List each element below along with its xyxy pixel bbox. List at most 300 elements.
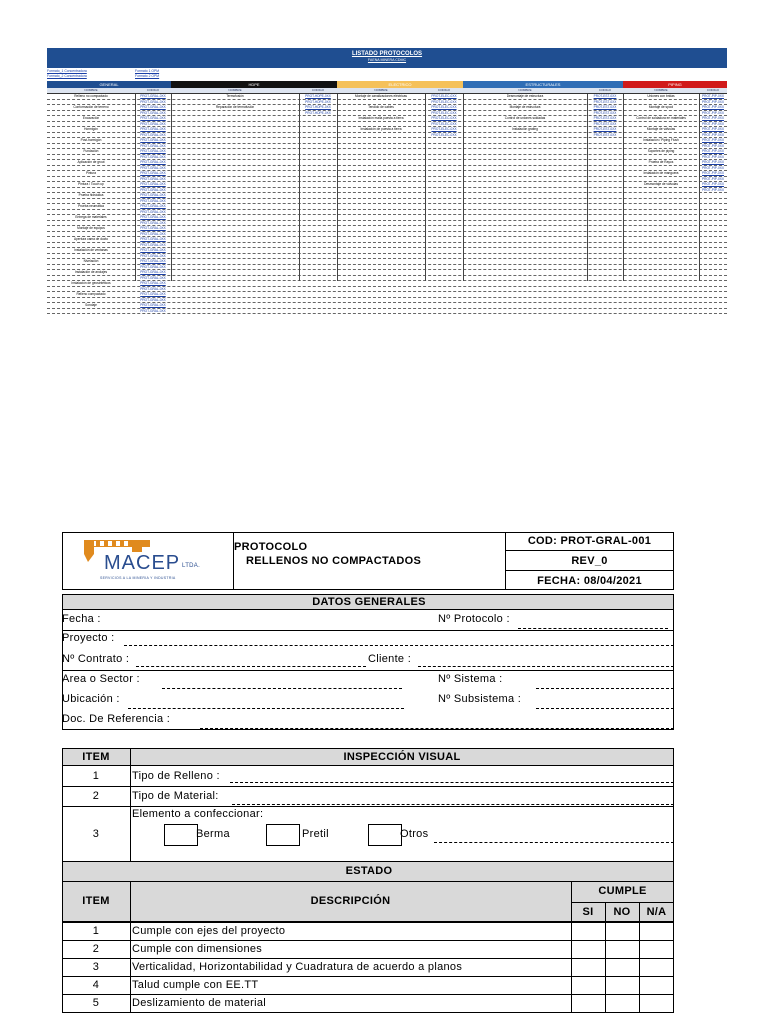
column-header: CODIGO <box>311 88 325 92</box>
inspeccion-header-label: INSPECCIÓN VISUAL <box>343 751 461 763</box>
protocolo-input-line[interactable] <box>518 628 668 629</box>
list-code-cell <box>299 226 337 231</box>
protocol-list-sheet <box>47 48 727 313</box>
list-name-cell: Pintura / Touch up <box>78 182 104 186</box>
list-name-cell <box>463 265 587 270</box>
cumple-si-cell[interactable] <box>571 994 605 1012</box>
otros-checkbox[interactable] <box>368 824 402 846</box>
list-code-cell[interactable]: PROT-GRAL-0XX <box>140 270 166 274</box>
list-name-cell <box>337 149 425 154</box>
format-link[interactable]: Formato_1 Concentradora <box>47 69 87 73</box>
list-code-cell <box>425 210 463 215</box>
list-name-cell <box>47 177 135 182</box>
list-code-cell <box>699 226 727 231</box>
list-title[interactable]: LISTADO PROTOCOLOS <box>351 51 423 57</box>
column-header: CODIGO <box>437 88 451 92</box>
berma-label: Berma <box>196 828 230 840</box>
format-link[interactable]: Formato_2 Concentradora <box>47 74 87 78</box>
list-name-cell <box>171 232 299 237</box>
list-code-cell <box>425 270 463 275</box>
form-subtitle: RELLENOS NO COMPACTADOS <box>246 555 422 567</box>
list-name-cell <box>171 270 299 275</box>
list-code-cell[interactable]: PROT-HDPE-0XX <box>305 99 331 104</box>
estado-item-description: Talud cumple con EE.TT <box>132 979 259 991</box>
list-code-cell[interactable]: PROT-ELEC-0XX <box>431 127 457 131</box>
list-name-cell <box>47 254 135 259</box>
list-code-cell[interactable]: PROT-PIP-0XX <box>702 171 724 175</box>
list-name-cell <box>171 116 299 121</box>
list-name-cell <box>623 144 699 149</box>
list-name-cell: Hormigón <box>84 127 98 131</box>
list-code-cell[interactable]: PROT-EST-0XX <box>593 94 617 98</box>
list-code-cell[interactable]: PROT-EST-0XX <box>593 110 617 115</box>
list-name-cell <box>171 160 299 165</box>
list-code-cell <box>699 237 727 242</box>
list-code-cell <box>587 292 623 297</box>
list-code-cell[interactable]: PROT-GRAL-0XX <box>140 171 166 175</box>
cumple-si-cell[interactable] <box>571 976 605 994</box>
list-name-cell: Montaje de estructura <box>509 105 541 109</box>
list-name-cell <box>463 215 587 220</box>
list-code-cell <box>699 215 727 220</box>
list-name-cell <box>171 259 299 264</box>
list-code-cell[interactable]: PROT-GRAL-0XX <box>140 209 166 214</box>
list-code-cell[interactable]: PROT-GRAL-0XX <box>140 231 166 236</box>
list-code-cell[interactable]: PROT-GRAL-0XX <box>140 138 166 142</box>
list-name-cell <box>623 270 699 275</box>
list-name-cell <box>47 243 135 248</box>
list-code-cell <box>299 276 337 281</box>
cumple-si-cell[interactable] <box>571 958 605 976</box>
list-name-cell <box>337 281 425 286</box>
list-name-cell <box>171 292 299 297</box>
list-name-cell: Aplicación de grout <box>77 160 105 164</box>
list-code-cell[interactable]: PROT-ELEC-0XX <box>431 116 457 120</box>
list-name-cell <box>463 248 587 253</box>
list-name-cell <box>47 155 135 160</box>
list-code-cell <box>587 254 623 259</box>
list-name-cell <box>171 243 299 248</box>
list-name-cell: Control de uniones soldadas <box>504 116 546 120</box>
cumple-no-cell[interactable] <box>605 976 639 994</box>
list-name-cell: Relleno no compactado <box>74 94 108 98</box>
list-name-cell <box>171 182 299 187</box>
list-code-cell[interactable]: PROT-GRAL-0XX <box>140 303 166 307</box>
list-code-cell <box>299 303 337 308</box>
list-name-cell <box>171 298 299 303</box>
document-revision: REV_0 <box>571 555 608 567</box>
list-code-cell[interactable]: PROT-GRAL-0XX <box>140 110 166 115</box>
list-code-cell <box>587 144 623 149</box>
list-code-cell <box>425 265 463 270</box>
logo-tagline: SERVICIOS A LA MINERIA Y INDUSTRIA <box>100 576 176 580</box>
list-code-cell <box>299 149 337 154</box>
list-code-cell[interactable]: PROT-PIP-0XX <box>702 132 724 137</box>
list-name-cell <box>463 100 587 105</box>
list-name-cell <box>463 122 587 127</box>
list-code-cell[interactable]: PROT-GRAL-0XX <box>140 264 166 269</box>
list-name-cell <box>337 276 425 281</box>
list-code-cell <box>299 204 337 209</box>
list-name-cell <box>623 188 699 193</box>
list-code-cell[interactable]: PROT-PIP-0XX <box>702 143 724 148</box>
list-code-cell[interactable]: PROT-GRAL-0XX <box>140 193 166 197</box>
list-name-cell <box>171 226 299 231</box>
list-code-cell[interactable]: PROT-GRAL-0XX <box>140 99 166 104</box>
list-code-cell <box>425 237 463 242</box>
list-name-cell <box>171 111 299 116</box>
list-code-cell[interactable]: PROT-PIP-0XX <box>702 165 724 170</box>
column-divider <box>299 94 300 281</box>
subsistema-label: Nº Subsistema : <box>438 693 522 705</box>
list-code-cell[interactable]: PROT-PIP-0XX <box>702 127 724 131</box>
list-name-cell: Prueba hidráulica <box>78 193 104 197</box>
list-name-cell <box>171 221 299 226</box>
list-code-cell[interactable]: PROT-GRAL-0XX <box>140 215 166 219</box>
list-code-cell <box>299 243 337 248</box>
list-name-cell <box>337 193 425 198</box>
cliente-input-line[interactable] <box>418 666 674 667</box>
list-code-cell[interactable]: PROT-ELEC-0XX <box>431 121 457 126</box>
list-code-cell <box>587 199 623 204</box>
list-name-cell <box>337 226 425 231</box>
list-code-cell[interactable]: PROT-GRAL-0XX <box>140 187 166 192</box>
list-name-cell <box>463 193 587 198</box>
list-code-cell[interactable]: PROT-GRAL-0XX <box>140 242 166 247</box>
list-name-cell <box>337 144 425 149</box>
cumple-no-cell[interactable] <box>605 958 639 976</box>
cumple-na-cell[interactable] <box>639 922 674 940</box>
list-name-cell: Tendido de cables <box>368 105 394 109</box>
list-code-cell[interactable]: PROT-EST-0XX <box>593 127 617 131</box>
list-name-cell <box>463 226 587 231</box>
list-name-cell <box>463 160 587 165</box>
list-name-cell: Apertura cama de ducto <box>73 237 109 241</box>
list-name-cell <box>337 265 425 270</box>
protocolo-label: Nº Protocolo : <box>438 613 510 625</box>
list-code-cell[interactable]: PROT-ELEC-0XX <box>431 105 457 109</box>
list-name-cell: Montaje de canalizaciones eléctricas <box>355 94 407 98</box>
list-name-cell <box>47 144 135 149</box>
berma-checkbox[interactable] <box>164 824 198 846</box>
cumple-na-cell[interactable] <box>639 976 674 994</box>
estado-item-description: Cumple con ejes del proyecto <box>132 925 286 937</box>
list-code-cell <box>299 122 337 127</box>
list-code-cell[interactable]: PROT-HDPE-0XX <box>305 94 331 98</box>
list-name-cell <box>47 309 135 314</box>
list-code-cell[interactable]: PROT-HDPE-0XX <box>305 105 331 109</box>
list-name-cell <box>171 281 299 286</box>
list-code-cell[interactable]: PROT-GRAL-0XX <box>140 127 166 131</box>
otros-input-line[interactable] <box>434 842 674 843</box>
list-name-cell <box>171 188 299 193</box>
column-header: NOMBRE <box>654 88 668 92</box>
list-name-cell <box>463 287 587 292</box>
list-code-cell[interactable]: PROT-GRAL-0XX <box>140 176 166 181</box>
list-code-cell <box>699 204 727 209</box>
list-code-cell <box>699 259 727 264</box>
list-name-cell: Instalación de puesta a tierra <box>360 127 402 131</box>
list-code-cell[interactable]: PROT-PIP-0XX <box>702 149 724 153</box>
list-name-cell <box>171 133 299 138</box>
category-header: GENERAL <box>47 81 171 88</box>
column-divider <box>135 94 136 281</box>
list-code-cell[interactable]: PROT-GRAL-0XX <box>140 297 166 302</box>
list-name-cell <box>171 171 299 176</box>
list-code-cell[interactable]: PROT-EST-0XX <box>593 105 617 109</box>
datos-generales-header <box>62 594 674 610</box>
cumple-na-header: N/A <box>646 906 667 918</box>
tipo-material-label: Tipo de Material: <box>132 790 219 802</box>
cumple-na-cell[interactable] <box>639 994 674 1012</box>
list-name-cell <box>47 232 135 237</box>
pretil-checkbox[interactable] <box>266 824 300 846</box>
list-name-cell <box>463 221 587 226</box>
inspeccion-item-header: ITEM <box>82 751 110 763</box>
list-name-cell <box>171 144 299 149</box>
list-code-cell[interactable]: PROT-GRAL-0XX <box>140 259 166 263</box>
list-name-cell <box>463 171 587 176</box>
list-code-cell[interactable]: PROT-GRAL-0XX <box>140 281 166 285</box>
list-name-cell <box>463 276 587 281</box>
list-code-cell[interactable]: PROT-EST-0XX <box>593 99 617 104</box>
list-code-cell <box>587 309 623 314</box>
list-name-cell: Termofusión <box>226 94 244 98</box>
cumple-no-cell[interactable] <box>605 994 639 1012</box>
list-code-cell[interactable]: PROT-PIP-0XX <box>702 176 724 181</box>
list-code-cell <box>587 265 623 270</box>
cumple-si-cell[interactable] <box>571 922 605 940</box>
list-name-cell <box>337 155 425 160</box>
proyecto-input-line[interactable] <box>124 645 674 646</box>
list-code-cell[interactable]: PROT-PIP-0XX <box>702 138 724 142</box>
list-name-cell: Instalación de anclajes <box>74 270 108 274</box>
list-name-cell <box>463 259 587 264</box>
tipo-material-input-line[interactable] <box>232 804 674 805</box>
sistema-input-line[interactable] <box>536 688 674 689</box>
list-code-cell[interactable]: PROT-GRAL-0XX <box>140 116 166 120</box>
list-code-cell <box>299 248 337 253</box>
list-code-cell[interactable]: PROT-GRAL-0XX <box>140 220 166 225</box>
list-name-cell <box>171 122 299 127</box>
subsistema-input-line[interactable] <box>536 708 674 709</box>
list-code-cell[interactable]: PROT-EST-0XX <box>593 132 617 137</box>
list-code-cell[interactable]: PROT-PIP-0XX <box>702 99 724 104</box>
list-code-cell <box>587 259 623 264</box>
list-code-cell <box>425 138 463 143</box>
list-name-cell <box>171 287 299 292</box>
list-name-cell: Entrega de materiales <box>75 215 107 219</box>
list-code-cell <box>587 188 623 193</box>
list-code-cell <box>299 166 337 171</box>
list-name-cell <box>463 237 587 242</box>
list-name-cell <box>623 309 699 314</box>
list-code-cell[interactable]: PROT-GRAL-0XX <box>140 132 166 137</box>
list-code-cell[interactable]: PROT-PIP-0XX <box>702 116 724 120</box>
list-code-cell <box>587 182 623 187</box>
list-code-cell <box>299 221 337 226</box>
list-code-cell[interactable]: PROT-GRAL-0XX <box>140 237 166 241</box>
ubicacion-label: Ubicación : <box>62 693 120 705</box>
list-code-cell <box>699 298 727 303</box>
list-code-cell[interactable]: PROT-HDPE-0XX <box>305 110 331 115</box>
list-name-cell <box>623 221 699 226</box>
list-code-cell <box>587 243 623 248</box>
list-name-cell <box>623 122 699 127</box>
column-header: NOMBRE <box>228 88 242 92</box>
list-code-cell[interactable]: PROT-GRAL-0XX <box>140 149 166 153</box>
estado-header <box>62 862 674 882</box>
list-code-cell[interactable]: PROT-GRAL-0XX <box>140 160 166 164</box>
list-code-cell <box>425 160 463 165</box>
list-name-cell <box>337 221 425 226</box>
list-name-cell <box>171 303 299 308</box>
list-code-cell <box>425 226 463 231</box>
list-name-cell <box>171 265 299 270</box>
list-name-cell <box>171 100 299 105</box>
list-name-cell <box>463 138 587 143</box>
list-name-cell: Nivelación <box>83 259 99 263</box>
cumple-no-cell[interactable] <box>605 940 639 958</box>
list-code-cell <box>699 248 727 253</box>
list-code-cell[interactable]: PROT-PIP-0XX <box>702 121 724 126</box>
list-code-cell[interactable]: PROT-PIP-0XX <box>702 182 724 186</box>
format-links <box>47 68 727 81</box>
proyecto-label: Proyecto : <box>62 632 115 644</box>
list-code-cell[interactable]: PROT-PIP-0XX <box>702 160 724 164</box>
estado-desc-header: DESCRIPCIÓN <box>310 895 391 907</box>
contrato-input-line[interactable] <box>136 666 366 667</box>
list-code-cell[interactable]: PROT-GRAL-0XX <box>140 94 166 98</box>
list-name-cell <box>47 265 135 270</box>
doc-ref-input-line[interactable] <box>200 728 674 729</box>
estado-item-number: 4 <box>92 979 100 991</box>
list-code-cell[interactable]: PROT-GRAL-0XX <box>140 308 166 313</box>
list-name-cell <box>171 155 299 160</box>
list-code-cell[interactable]: PROT-GRAL-0XX <box>140 204 166 208</box>
list-code-cell[interactable]: PROT-PIP-0XX <box>702 187 724 192</box>
list-code-cell[interactable]: PROT-GRAL-0XX <box>140 143 166 148</box>
list-code-cell <box>699 292 727 297</box>
list-name-cell <box>463 309 587 314</box>
list-code-cell[interactable]: PROT-GRAL-0XX <box>140 105 166 109</box>
list-code-cell <box>587 155 623 160</box>
tipo-relleno-input-line[interactable] <box>230 782 674 783</box>
list-name-cell <box>47 166 135 171</box>
list-code-cell[interactable]: PROT-GRAL-0XX <box>140 253 166 258</box>
inspeccion-item-3: 3 <box>92 828 100 840</box>
list-code-cell <box>699 309 727 314</box>
list-name-cell <box>337 138 425 143</box>
column-divider <box>699 94 700 281</box>
list-name-cell: Montaje de equipos <box>77 226 105 230</box>
list-name-cell: Montaje de válvulas <box>646 127 676 131</box>
list-code-cell <box>299 265 337 270</box>
cumple-si-cell[interactable] <box>571 940 605 958</box>
list-code-cell <box>299 215 337 220</box>
format-link[interactable]: Formato 1 OPM <box>135 69 160 73</box>
list-name-cell <box>337 177 425 182</box>
list-code-cell[interactable]: PROT-GRAL-0XX <box>140 121 166 126</box>
format-link[interactable]: Formato 2 OPM <box>135 74 160 78</box>
list-code-cell[interactable]: PROT-PIP-0XX <box>702 110 724 115</box>
list-code-cell[interactable]: PROT-GRAL-0XX <box>140 165 166 170</box>
list-code-cell[interactable]: PROT-GRAL-0XX <box>140 286 166 291</box>
list-name-cell: Instalación de manguera <box>643 171 679 175</box>
list-code-cell[interactable]: PROT-PIP-0XX <box>702 94 724 98</box>
pretil-label: Pretil <box>302 828 329 840</box>
list-code-cell[interactable]: PROT-GRAL-0XX <box>140 182 166 186</box>
list-code-cell <box>425 182 463 187</box>
ubicacion-input-line[interactable] <box>128 708 404 709</box>
list-code-cell[interactable]: PROT-GRAL-0XX <box>140 248 166 252</box>
list-code-cell[interactable]: PROT-ELEC-0XX <box>431 110 457 115</box>
list-name-cell <box>337 166 425 171</box>
list-code-cell <box>587 232 623 237</box>
column-header: CODIGO <box>146 88 160 92</box>
list-code-cell <box>425 215 463 220</box>
cumple-na-cell[interactable] <box>639 958 674 976</box>
list-name-cell <box>171 199 299 204</box>
list-code-cell[interactable]: PROT-EST-0XX <box>593 121 617 126</box>
category-header-row <box>47 81 727 88</box>
list-code-cell[interactable]: PROT-ELEC-0XX <box>431 99 457 104</box>
list-code-cell[interactable]: PROT-PIP-0XX <box>702 105 724 109</box>
list-name-cell <box>171 166 299 171</box>
list-name-cell <box>623 259 699 264</box>
list-code-cell[interactable]: PROT-ELEC-0XX <box>431 132 457 137</box>
logo-brand: MACEP <box>104 552 181 574</box>
list-name-cell <box>337 133 425 138</box>
row-divider <box>62 1012 674 1013</box>
list-code-cell[interactable]: PROT-EST-0XX <box>593 116 617 120</box>
list-name-cell <box>337 188 425 193</box>
list-name-cell <box>337 303 425 308</box>
estado-item-description: Cumple con dimensiones <box>132 943 263 955</box>
list-code-cell <box>587 149 623 154</box>
list-code-cell <box>699 287 727 292</box>
list-code-cell[interactable]: PROT-GRAL-0XX <box>140 154 166 159</box>
list-name-cell <box>337 160 425 165</box>
list-code-cell <box>299 259 337 264</box>
list-code-cell[interactable]: PROT-GRAL-0XX <box>140 226 166 230</box>
cumple-na-cell[interactable] <box>639 940 674 958</box>
column-header: CODIGO <box>706 88 720 92</box>
list-name-cell <box>463 144 587 149</box>
list-name-cell <box>47 210 135 215</box>
list-code-cell <box>425 199 463 204</box>
list-rows <box>47 94 727 313</box>
list-code-cell <box>299 171 337 176</box>
list-code-cell[interactable]: PROT-GRAL-0XX <box>140 275 166 280</box>
list-code-cell[interactable]: PROT-GRAL-0XX <box>140 292 166 296</box>
list-name-cell <box>47 133 135 138</box>
list-code-cell <box>587 281 623 286</box>
list-code-cell <box>699 193 727 198</box>
list-code-cell <box>587 138 623 143</box>
list-code-cell[interactable]: PROT-PIP-0XX <box>702 154 724 159</box>
list-code-cell <box>299 133 337 138</box>
list-name-cell: Control de soldadura en materiales <box>636 116 686 120</box>
list-name-cell <box>337 215 425 220</box>
list-code-cell <box>587 276 623 281</box>
list-code-cell[interactable]: PROT-ELEC-0XX <box>431 94 457 98</box>
area-input-line[interactable] <box>162 688 402 689</box>
cliente-label: Cliente : <box>368 653 412 665</box>
cumple-no-cell[interactable] <box>605 922 639 940</box>
list-code-cell[interactable]: PROT-GRAL-0XX <box>140 198 166 203</box>
company-logo <box>70 538 230 584</box>
